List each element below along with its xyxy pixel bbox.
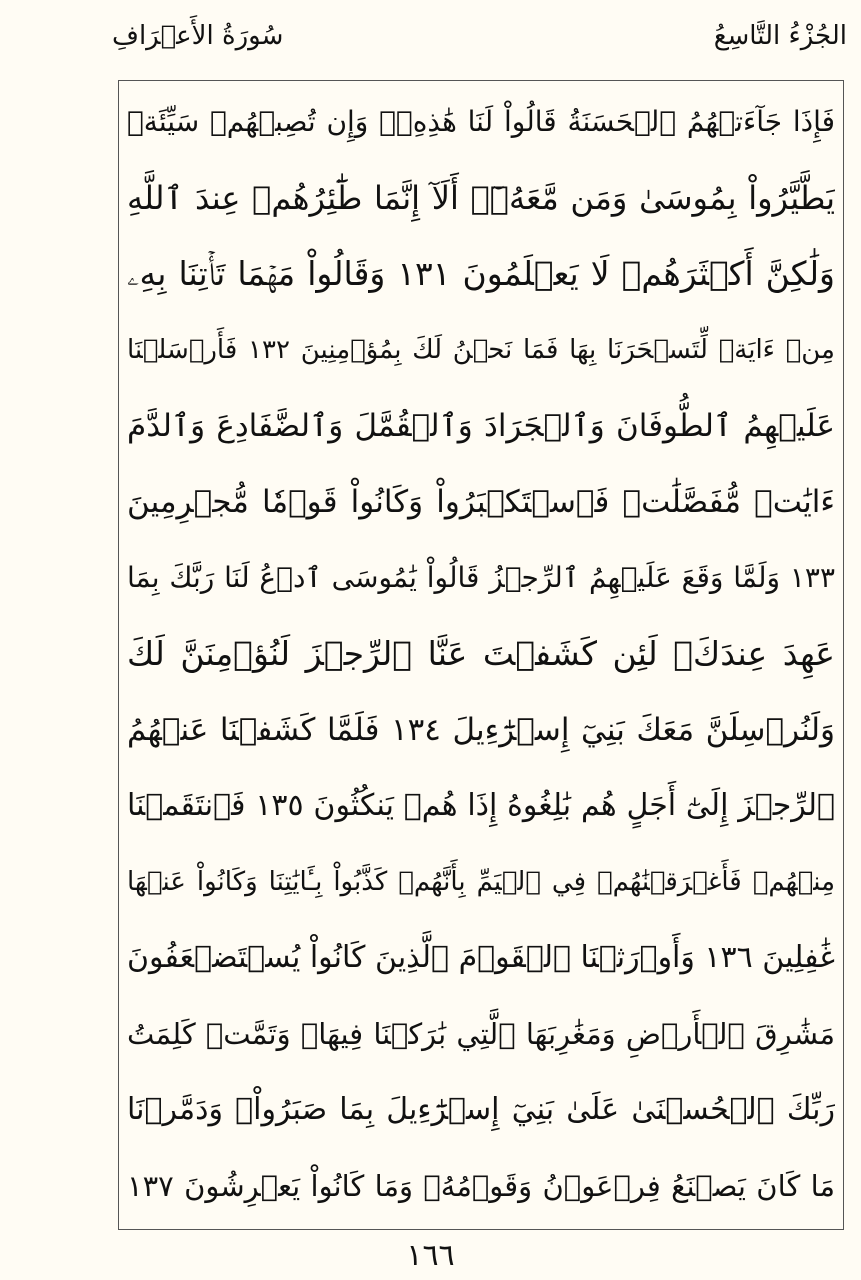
verse-line-12: غَٰفِلِينَ ١٣٦ وَأَوۡرَثۡنَا ٱلۡقَوۡمَ ٱلَّذِينَ كَانُواْ يُسۡتَضۡعَفُونَ <box>127 940 835 975</box>
verse-line-7: ١٣٣ وَلَمَّا وَقَعَ عَلَيۡهِمُ ٱلرِّجۡزُ قَالُواْ يَٰمُوسَى ٱدۡعُ لَنَا رَبَّكَ بِمَا <box>127 561 835 594</box>
verse-line-9: وَلَنُرۡسِلَنَّ مَعَكَ بَنِيٓ إِسۡرَٰٓءِيلَ ١٣٤ فَلَمَّا كَشَفۡنَا عَنۡهُمُ <box>127 712 835 748</box>
page-number: ١٦٦ <box>406 1238 455 1273</box>
verse-line-6: ءَايَٰتٖ مُّفَصَّلَٰتٖ فَٱسۡتَكۡبَرُواْ وَكَانُواْ قَوۡمٗا مُّجۡرِمِينَ <box>127 484 835 520</box>
verse-line-15: مَا كَانَ يَصۡنَعُ فِرۡعَوۡنُ وَقَوۡمُهُۥ وَمَا كَانُواْ يَعۡرِشُونَ ١٣٧ <box>127 1169 835 1203</box>
verse-line-14: رَبِّكَ ٱلۡحُسۡنَىٰ عَلَىٰ بَنِيٓ إِسۡرَٰٓءِيلَ بِمَا صَبَرُواْۖ وَدَمَّرۡنَا <box>127 1092 835 1127</box>
verse-line-13: مَشَٰرِقَ ٱلۡأَرۡضِ وَمَغَٰرِبَهَا ٱلَّتِي بَٰرَكۡنَا فِيهَاۖ وَتَمَّتۡ كَلِمَتُ <box>127 1017 835 1051</box>
verse-line-5: عَلَيۡهِمُ ٱلطُّوفَانَ وَٱلۡجَرَادَ وَٱلۡقُمَّلَ وَٱلضَّفَادِعَ وَٱلدَّمَ <box>127 408 835 444</box>
juz-title: الجُزْءُ التَّاسِعُ <box>713 21 847 51</box>
verse-line-4: مِنۡ ءَايَةٖ لِّتَسۡحَرَنَا بِهَا فَمَا نَحۡنُ لَكَ بِمُؤۡمِنِينَ ١٣٢ فَأَرۡسَلۡنَا <box>127 335 835 365</box>
text-frame <box>118 80 844 1230</box>
page-header <box>0 0 861 82</box>
verse-line-1: فَإِذَا جَآءَتۡهُمُ ٱلۡحَسَنَةُ قَالُواْ لَنَا هَٰذِهِۦۖ وَإِن تُصِبۡهُمۡ سَيِّئَةٞ <box>127 105 835 138</box>
verse-lines <box>127 85 835 1225</box>
verse-line-10: ٱلرِّجۡزَ إِلَىٰٓ أَجَلٍ هُم بَٰلِغُوهُ إِذَا هُمۡ يَنكُثُونَ ١٣٥ فَٱنتَقَمۡنَا <box>127 788 835 823</box>
surah-title: سُورَةُ الأَعۡرَافِ <box>112 21 284 51</box>
verse-line-8: عَهِدَ عِندَكَۖ لَئِن كَشَفۡتَ عَنَّا ٱلرِّجۡزَ لَنُؤۡمِنَنَّ لَكَ <box>127 634 835 673</box>
verse-line-3: وَلَٰكِنَّ أَكۡثَرَهُمۡ لَا يَعۡلَمُونَ ١٣١ وَقَالُواْ مَهۡمَا تَأۡتِنَا بِهِۦ <box>127 254 835 293</box>
verse-line-11: مِنۡهُمۡ فَأَغۡرَقۡنَٰهُمۡ فِي ٱلۡيَمِّ بِأَنَّهُمۡ كَذَّبُواْ بِـَٔايَٰتِنَا وَكَانُواْ عَنۡهَا <box>127 867 835 897</box>
verse-line-2: يَطَّيَّرُواْ بِمُوسَىٰ وَمَن مَّعَهُۥٓۗ أَلَآ إِنَّمَا طَٰٓئِرُهُمۡ عِندَ ٱللَّهِ <box>127 179 835 217</box>
